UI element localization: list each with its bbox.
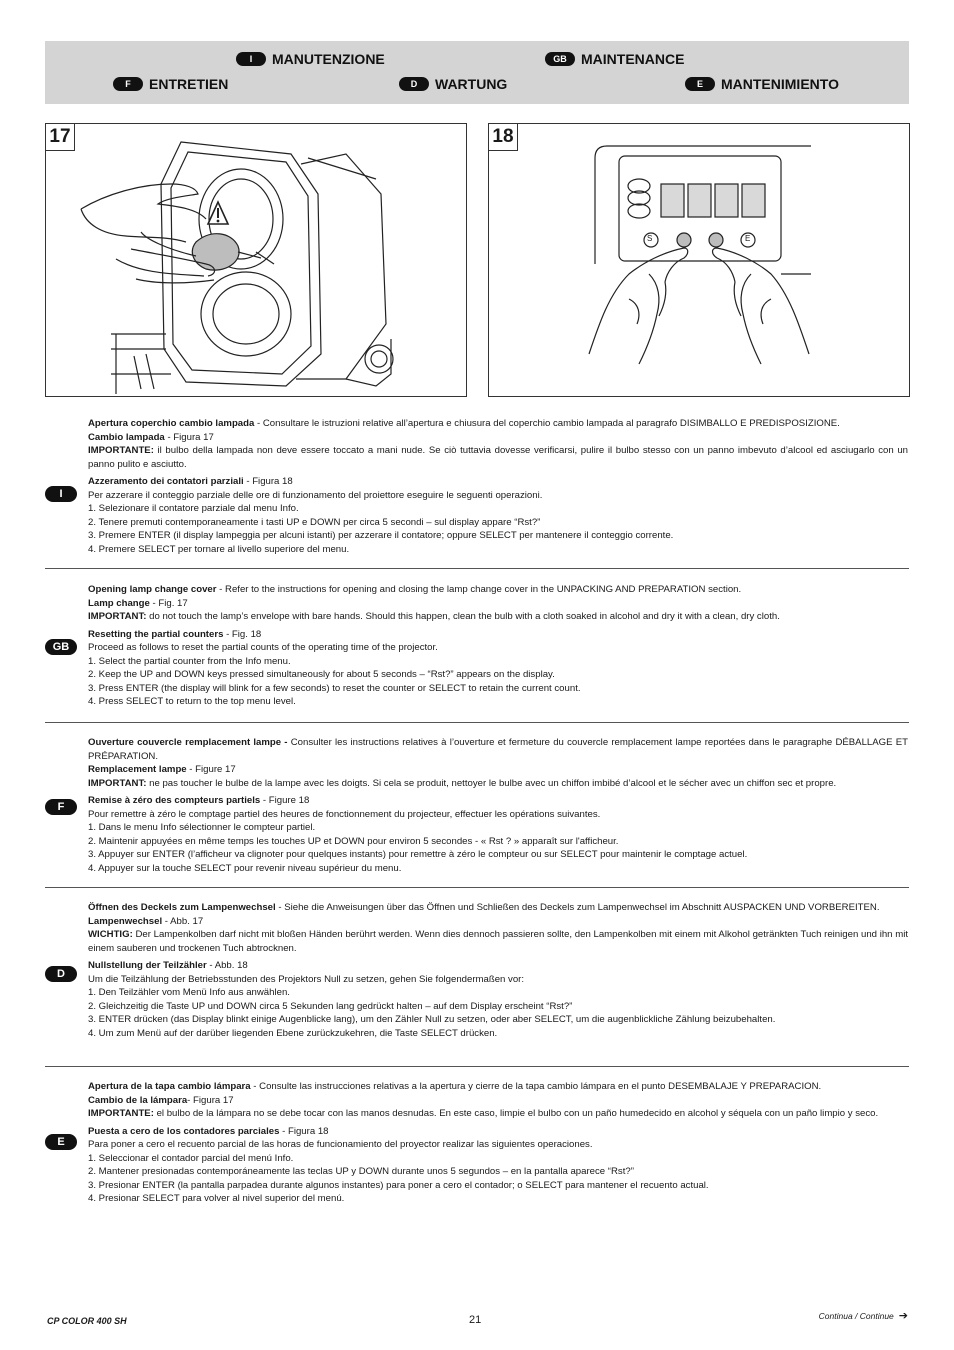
figure-number-17: 17 — [46, 124, 75, 151]
header-item-gb — [545, 51, 684, 67]
footer-model-name: CP COLOR 400 SH — [47, 1316, 127, 1326]
language-badge-gb: GB — [545, 52, 575, 66]
language-badge-es: E — [685, 77, 715, 91]
header-item-fr — [113, 76, 228, 92]
text: - Figura 18 — [243, 476, 293, 487]
continue-label: Continua / Continue — [818, 1310, 894, 1321]
heading: IMPORTANTE: — [88, 1108, 154, 1119]
list-item: 2. Tenere premuti contemporaneamente i tasti UP e DOWN per circa 5 secondi – sul display appare “Rst?” — [88, 516, 541, 528]
text: il bulbo della lampada non deve essere toccato a mani nude. Se ciò tuttavia dovesse verificarsi, pulire il bulbo stesso con un panno imbevuto d’alcool ed asciugarlo con un panno pulito e asciutto. — [88, 445, 908, 470]
text: do not touch the lamp’s envelope with bare hands. Should this happen, clean the bulb with a cloth soaked in alcohol and dry it with a clean, dry cloth. — [146, 611, 780, 622]
heading: Remise à zéro des compteurs partiels — [88, 795, 261, 806]
heading: Ouverture couvercle remplacement lampe - — [88, 737, 288, 748]
list-item: 4. Presionar SELECT para volver al nivel superior del menú. — [88, 1193, 345, 1204]
text: - Refer to the instructions for opening and closing the lamp change cover in the UNPACKING AND PREPARATION section. — [216, 584, 742, 595]
key-label-s: S — [647, 234, 653, 243]
header-label-de: WARTUNG — [435, 76, 508, 92]
text: - Figura 17 — [164, 431, 214, 443]
list-item: 3. Premere ENTER (il display lampeggia per alcuni istanti) per azzerare il contatore; oppure SELECT per mantenere il conteggio corrente. — [88, 530, 674, 541]
lamp-change-illustration — [46, 124, 466, 396]
text: - Siehe die Anweisungen über das Öffnen und Schließen des Deckels zum Lampenwechsel im Abschnitt AUSPACKEN UND VORBEREITEN. — [275, 902, 880, 913]
list-item: 1. Den Teilzähler vom Menü Info aus anwählen. — [88, 987, 290, 998]
heading: Cambio de la lámpara — [88, 1094, 188, 1106]
language-badge-es: E — [45, 1134, 77, 1150]
list-item: 2. Gleichzeitig die Taste UP und DOWN circa 5 Sekunden lang gedrückt halten – auf dem Display erscheint “Rst?” — [88, 1000, 573, 1012]
list-item: Per azzerare il conteggio parziale delle ore di funzionamento del proiettore eseguire le seguenti operazioni. — [88, 489, 543, 501]
section-text-it — [88, 417, 908, 556]
list-item: 4. Press SELECT to return to the top menu level. — [88, 696, 296, 707]
language-badge-de: D — [399, 77, 429, 91]
list-item: 1. Seleccionar el contador parcial del menú Info. — [88, 1152, 294, 1164]
header-label-fr: ENTRETIEN — [149, 76, 229, 92]
section-divider — [45, 722, 909, 723]
language-badge-gb: GB — [45, 639, 77, 655]
list-item: 4. Um zum Menü auf der darüber liegenden Ebene zurückzukehren, die Taste SELECT drücken. — [88, 1027, 498, 1039]
text: ne pas toucher le bulbe de la lampe avec les doigts. Si cela se produit, nettoyer le bulbe avec un chiffon imbibé d’alcool et le sécher avec un chiffon sec et propre. — [146, 777, 837, 789]
list-item: Pour remettre à zéro le comptage partiel des heures de fonctionnement du projecteur, effectuer les opérations suivantes. — [88, 808, 601, 820]
section-divider — [45, 887, 909, 888]
text: - Abb. 17 — [162, 915, 204, 927]
section-text-fr — [88, 736, 908, 875]
list-item: 2. Mantener presionadas contemporáneamente las teclas UP y DOWN durante unos 5 segundos – en la pantalla aparece “Rst?” — [88, 1166, 634, 1177]
language-badge-fr: F — [113, 77, 143, 91]
list-item: Para poner a cero el recuento parcial de las horas de funcionamiento del proyector realizar las siguientes operaciones. — [88, 1139, 593, 1150]
section-english — [45, 583, 909, 718]
heading: IMPORTANT: — [88, 611, 147, 622]
language-badge-de: D — [45, 966, 77, 982]
list-item: 2. Keep the UP and DOWN keys pressed simultaneously for about 5 seconds – “Rst?” appears on the display. — [88, 669, 555, 680]
key-label-e: E — [745, 234, 751, 243]
list-item: 1. Selezionare il contatore parziale dal menu Info. — [88, 503, 299, 514]
text: el bulbo de la lámpara no se debe tocar con las manos desnudas. En este caso, limpie el bulbo con un paño humedecido en alcohol y séquela con un paño limpio y seco. — [153, 1108, 879, 1119]
section-divider — [45, 1066, 909, 1067]
list-item: 1. Dans le menu Info sélectionner le compteur partiel. — [88, 822, 316, 833]
heading: Apertura coperchio cambio lampada — [88, 418, 255, 429]
text: - Consulte las instrucciones relativas a la apertura y cierre de la tapa cambio lámpara en el punto DESEMBALAJE Y PREPARACION. — [250, 1081, 822, 1092]
list-item: 3. Appuyer sur ENTER (l’afficheur va clignoter pour quelques instants) pour remettre à zéro le compteur ou sur SELECT pour maintenir le comptage actuel. — [88, 849, 748, 860]
section-italian — [45, 417, 909, 562]
text: - Figura 18 — [279, 1125, 329, 1137]
text: Der Lampenkolben darf nicht mit bloßen Händen berührt werden. Wenn dies dennoch passieren sollte, den Lampenkolben mit einem mit Alkohol getränkten Tuch reinigen und ihn mit einem sauberen und trockenen Tuch abtrocknen. — [88, 929, 908, 954]
text: - Figure 18 — [260, 795, 310, 806]
list-item: 1. Select the partial counter from the Info menu. — [88, 655, 291, 667]
heading: Remplacement lampe — [88, 764, 187, 775]
text: - Consultare le istruzioni relative all’apertura e chiusura del coperchio cambio lampada al paragrafo DISIMBALLO E PREDISPOSIZIONE. — [254, 418, 840, 429]
header-item-it — [236, 51, 385, 67]
list-item: 4. Appuyer sur la touche SELECT pour revenir niveau supérieur du menu. — [88, 862, 402, 874]
list-item: Um die Teilzählung der Betriebsstunden des Projektors Null zu setzen, gehen Sie folgendermaßen vor: — [88, 973, 525, 985]
header-bar — [45, 41, 909, 104]
section-french — [45, 736, 909, 884]
heading: Lampenwechsel — [88, 915, 163, 927]
heading: Cambio lampada — [88, 431, 165, 443]
text: - Fig. 18 — [223, 628, 262, 640]
text: Consulter les instructions relatives à l’ouverture et fermeture du couvercle remplacement lampe reportées dans le paragraphe DÉBALLAGE ET PRÉPARATION. — [88, 737, 908, 762]
text: - Abb. 18 — [206, 960, 248, 971]
list-item: Proceed as follows to reset the partial counts of the operating time of the projector. — [88, 642, 438, 653]
heading: Öffnen des Deckels zum Lampenwechsel — [88, 902, 276, 913]
heading: IMPORTANTE: — [88, 445, 154, 456]
heading: Opening lamp change cover — [88, 584, 217, 595]
section-text-de — [88, 901, 908, 1040]
list-item: 3. Press ENTER (the display will blink for a few seconds) to reset the counter or SELECT to retain the current count. — [88, 682, 581, 694]
section-text-es — [88, 1080, 908, 1206]
list-item: 3. ENTER drücken (das Display blinkt einige Augenblicke lang), um den Zähler Null zu setzen, oder aber SELECT, um die augenblickliche Zählung beizubehalten. — [88, 1014, 776, 1025]
heading: Nullstellung der Teilzähler — [88, 960, 207, 971]
text: - Figura 17 — [187, 1094, 234, 1106]
header-item-es — [685, 76, 839, 92]
language-badge-it: I — [236, 52, 266, 66]
header-label-es: MANTENIMIENTO — [721, 76, 839, 92]
page-number: 21 — [469, 1314, 482, 1326]
list-item: 2. Maintenir appuyées en même temps les touches UP et DOWN pour environ 5 secondes - « Rst ? » apparaît sur l'afficheur. — [88, 835, 619, 847]
language-badge-it: I — [45, 486, 77, 502]
list-item: 3. Presionar ENTER (la pantalla parpadea durante algunos instantes) para poner a cero el contador; o SELECT para mantener el recuento actual. — [88, 1179, 709, 1191]
heading: IMPORTANT: — [88, 777, 147, 789]
figure-18 — [488, 123, 910, 397]
heading: Resetting the partial counters — [88, 628, 224, 640]
header-label-it: MANUTENZIONE — [272, 51, 385, 67]
heading: Apertura de la tapa cambio lámpara — [88, 1081, 251, 1092]
arrow-right-icon: ➔ — [898, 1310, 908, 1322]
header-item-de — [399, 76, 507, 92]
heading: Azzeramento dei contatori parziali — [88, 476, 244, 487]
heading: Lamp change — [88, 597, 150, 609]
header-label-gb: MAINTENANCE — [581, 51, 685, 67]
figure-17 — [45, 123, 467, 397]
section-text-gb — [88, 583, 908, 709]
section-divider — [45, 568, 909, 569]
section-german — [45, 901, 909, 1061]
list-item: 4. Premere SELECT per tornare al livello superiore del menu. — [88, 543, 350, 555]
text: - Figure 17 — [186, 764, 236, 775]
heading: Puesta a cero de los contadores parciales — [88, 1125, 280, 1137]
footer-continue — [819, 1309, 908, 1322]
heading: WICHTIG: — [88, 929, 133, 940]
text: - Fig. 17 — [149, 597, 188, 609]
figure-number-18: 18 — [489, 124, 518, 151]
language-badge-fr: F — [45, 799, 77, 815]
section-spanish — [45, 1080, 909, 1230]
control-panel-illustration — [489, 124, 909, 396]
